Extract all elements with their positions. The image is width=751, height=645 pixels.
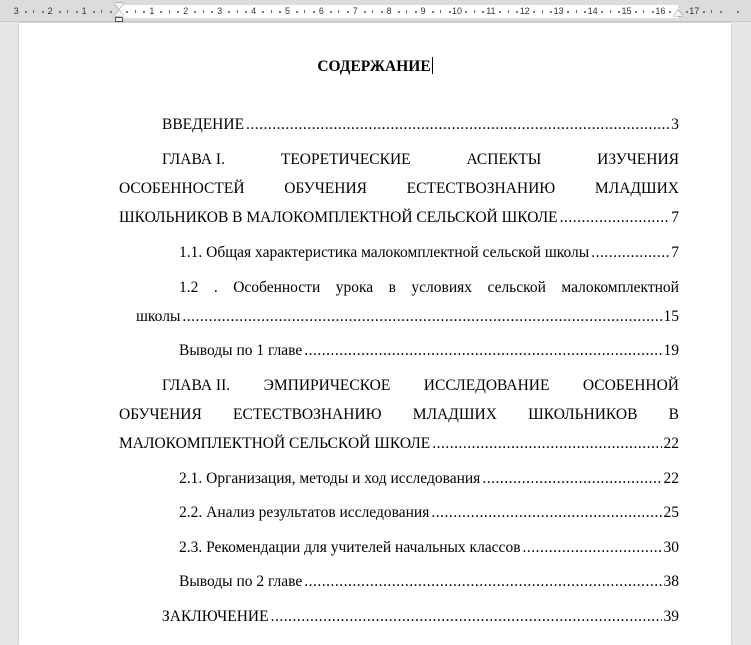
- ruler-number: 7: [352, 6, 358, 16]
- ruler-dot: [737, 11, 739, 13]
- ruler-number: 2: [183, 6, 189, 16]
- toc-word: .: [213, 279, 218, 296]
- ruler-dot: [347, 11, 349, 13]
- ruler-dot: [415, 11, 417, 13]
- ruler-dot: [482, 11, 484, 13]
- toc-entry-chapter2-line2[interactable]: [119, 406, 679, 426]
- toc-word: МЛАДШИХ: [594, 180, 679, 197]
- toc-entry-chapter1-line3[interactable]: [119, 209, 679, 229]
- ruler-dot: [465, 11, 467, 13]
- ruler-tick: [203, 10, 204, 13]
- ruler-tick: [169, 10, 170, 13]
- ruler-tick: [372, 10, 373, 13]
- ruler-tick: [508, 10, 509, 13]
- toc-entry-section-1-2-line2[interactable]: [136, 308, 679, 328]
- toc-entry-chapter1-line2[interactable]: [119, 180, 679, 200]
- toc-leader-dots: [523, 539, 662, 557]
- toc-word: ТЕОРЕТИЧЕСКИЕ: [280, 151, 411, 168]
- ruler-dot: [720, 11, 722, 13]
- ruler-dot: [686, 11, 688, 13]
- toc-word: сельской: [487, 279, 546, 296]
- toc-leader-dots: [246, 116, 669, 134]
- horizontal-ruler[interactable]: [0, 0, 751, 22]
- ruler-dot: [160, 11, 162, 13]
- toc-word: ГЛАВА I.: [162, 151, 225, 168]
- toc-word: малокомплектной: [561, 279, 679, 296]
- toc-word: ШКОЛЬНИКОВ: [528, 406, 638, 423]
- ruler-tick: [542, 10, 543, 13]
- toc-page-number: 15: [663, 308, 679, 325]
- toc-entry-conclusions-1[interactable]: [179, 342, 679, 362]
- ruler-number: 16: [655, 6, 666, 16]
- toc-entry-chapter2-line3[interactable]: [119, 435, 679, 455]
- ruler-dot: [42, 11, 44, 13]
- toc-entry-section-1-2-line1[interactable]: [179, 279, 679, 299]
- ruler-dot: [533, 11, 535, 13]
- toc-entry-label: МАЛОКОМПЛЕКТНОЙ СЕЛЬСКОЙ ШКОЛЕ: [119, 435, 431, 452]
- ruler-dot: [228, 11, 230, 13]
- ruler-tick: [304, 10, 305, 13]
- toc-page-number: 7: [671, 209, 679, 226]
- ruler-tick: [406, 10, 407, 13]
- ruler-dot: [262, 11, 264, 13]
- toc-entry-label: 2.2. Анализ результатов исследования: [179, 504, 430, 521]
- toc-entry-section-2-1[interactable]: [179, 470, 679, 490]
- toc-page-number: 25: [663, 504, 679, 521]
- ruler-tick: [711, 10, 712, 13]
- toc-word: ОСОБЕННОЙ: [582, 377, 679, 394]
- ruler-number: 3: [217, 6, 223, 16]
- ruler-number: 4: [251, 6, 257, 16]
- ruler-dot: [499, 11, 501, 13]
- toc-entry-section-2-3[interactable]: [179, 539, 679, 559]
- toc-entry-conclusions-2[interactable]: [179, 573, 679, 593]
- ruler-dot: [550, 11, 552, 13]
- toc-page-number: 38: [663, 573, 679, 590]
- toc-entry-section-1-1[interactable]: [179, 244, 679, 264]
- ruler-tick: [474, 10, 475, 13]
- ruler-dot: [516, 11, 518, 13]
- toc-page-number: 22: [663, 470, 679, 487]
- toc-entry-conclusion[interactable]: [162, 608, 679, 628]
- title-text: СОДЕРЖАНИЕ: [317, 58, 431, 75]
- toc-leader-dots: [304, 573, 661, 591]
- toc-page-number: 7: [671, 244, 679, 261]
- first-line-indent-marker[interactable]: [114, 3, 124, 9]
- ruler-dot: [143, 11, 145, 13]
- toc-entry-label: 1.1. Общая характеристика малокомплектной сельской школы: [179, 244, 590, 261]
- toc-entry-label: ЗАКЛЮЧЕНИЕ: [162, 608, 269, 625]
- toc-leader-dots: [182, 308, 661, 326]
- ruler-tick: [576, 10, 577, 13]
- ruler-tick: [135, 10, 136, 13]
- toc-word: ГЛАВА II.: [162, 377, 231, 394]
- ruler-dot: [59, 11, 61, 13]
- ruler-dot: [279, 11, 281, 13]
- document-page[interactable]: [19, 23, 731, 645]
- toc-page-number: 3: [671, 116, 679, 133]
- ruler-tick: [440, 10, 441, 13]
- toc-entry-chapter1-line1[interactable]: [162, 151, 679, 171]
- ruler-dot: [364, 11, 366, 13]
- ruler-dot: [110, 11, 112, 13]
- toc-word: АСПЕКТЫ: [466, 151, 542, 168]
- ruler-dot: [330, 11, 332, 13]
- ruler-number: 17: [689, 6, 700, 16]
- ruler-number: 10: [451, 6, 463, 16]
- toc-entry-chapter2-line1[interactable]: [162, 377, 679, 397]
- ruler-dot: [93, 11, 95, 13]
- ruler-dot: [618, 11, 620, 13]
- ruler-tick: [33, 10, 34, 13]
- toc-entry-label: 2.1. Организация, методы и ход исследования: [179, 470, 481, 487]
- toc-word: ОБУЧЕНИЯ: [119, 406, 202, 423]
- ruler-dot: [25, 11, 27, 13]
- ruler-dot: [635, 11, 637, 13]
- ruler-dot: [381, 11, 383, 13]
- toc-word: 1.2: [179, 279, 199, 296]
- toc-word: В: [668, 406, 679, 423]
- toc-entry-label: 2.3. Рекомендации для учителей начальных классов: [179, 539, 521, 556]
- toc-leader-dots: [271, 608, 662, 626]
- toc-entry-label: Выводы по 1 главе: [179, 342, 303, 359]
- page-title: [19, 57, 731, 76]
- toc-word: в: [388, 279, 396, 296]
- toc-word: ИЗУЧЕНИЯ: [597, 151, 679, 168]
- ruler-dot: [296, 11, 298, 13]
- ruler-dot: [449, 11, 451, 13]
- toc-word: условиях: [411, 279, 473, 296]
- ruler-number: 8: [386, 6, 392, 16]
- ruler-tick: [67, 10, 68, 13]
- ruler-number: 14: [587, 6, 598, 16]
- ruler-dot: [194, 11, 196, 13]
- toc-word: ЕСТЕСТВОЗНАНИЮ: [406, 180, 556, 197]
- toc-entry-label: Выводы по 2 главе: [179, 573, 303, 590]
- ruler-number: 2: [47, 6, 53, 16]
- toc-entry-label: школы: [136, 308, 181, 325]
- ruler-tick: [101, 10, 102, 13]
- ruler-number: 12: [519, 6, 530, 16]
- toc-leader-dots: [432, 435, 661, 453]
- toc-leader-dots: [482, 470, 661, 488]
- ruler-dot: [652, 11, 654, 13]
- ruler-tick: [271, 10, 272, 13]
- ruler-dot: [669, 11, 671, 13]
- ruler-dot: [313, 11, 315, 13]
- toc-entry-label: ВВЕДЕНИЕ: [162, 116, 245, 133]
- ruler-number: 9: [420, 6, 426, 16]
- hanging-indent-marker[interactable]: [114, 10, 124, 16]
- ruler-number: 5: [284, 6, 291, 16]
- toc-page-number: 19: [663, 342, 679, 359]
- ruler-dot: [211, 11, 213, 13]
- ruler-dot: [177, 11, 179, 13]
- ruler-number: 3: [13, 6, 19, 16]
- toc-word: урока: [335, 279, 374, 296]
- toc-word: ЕСТЕСТВОЗНАНИЮ: [233, 406, 382, 423]
- ruler-number: 13: [553, 6, 564, 16]
- right-indent-marker[interactable]: [673, 10, 683, 16]
- toc-leader-dots: [304, 342, 661, 360]
- ruler-tick: [237, 10, 238, 13]
- text-cursor: [432, 57, 433, 74]
- ruler-dot: [703, 11, 705, 13]
- ruler-number: 15: [621, 6, 632, 16]
- ruler-dot: [398, 11, 400, 13]
- toc-entry-label: ШКОЛЬНИКОВ В МАЛОКОМПЛЕКТНОЙ СЕЛЬСКОЙ ШКОЛЕ: [119, 209, 558, 226]
- toc-page-number: 30: [663, 539, 679, 556]
- toc-word: МЛАДШИХ: [412, 406, 497, 423]
- ruler-dot: [584, 11, 586, 13]
- ruler-dot: [76, 11, 78, 13]
- toc-word: Особенности: [233, 279, 321, 296]
- ruler-number: 11: [486, 6, 496, 16]
- toc-entry-intro[interactable]: [162, 116, 679, 136]
- ruler-tick: [610, 10, 611, 13]
- ruler-number: 1: [149, 6, 155, 16]
- left-indent-marker[interactable]: [115, 17, 123, 22]
- toc-leader-dots: [560, 209, 670, 227]
- ruler-tick: [643, 10, 644, 13]
- ruler-number: 6: [318, 6, 324, 16]
- ruler-dot: [601, 11, 603, 13]
- toc-page-number: 22: [663, 435, 679, 452]
- toc-entry-section-2-2[interactable]: [179, 504, 679, 524]
- toc-page-number: 39: [663, 608, 679, 625]
- ruler-dot: [432, 11, 434, 13]
- ruler-dot: [567, 11, 569, 13]
- toc-word: ИССЛЕДОВАНИЕ: [423, 377, 550, 394]
- ruler-dot: [126, 11, 128, 13]
- ruler-tick: [338, 10, 339, 13]
- toc-word: ОСОБЕННОСТЕЙ: [119, 180, 245, 197]
- ruler-number: 1: [81, 6, 87, 16]
- toc-word: ЭМПИРИЧЕСКОЕ: [263, 377, 391, 394]
- toc-word: ОБУЧЕНИЯ: [284, 180, 367, 197]
- toc-leader-dots: [431, 504, 661, 522]
- ruler-dot: [245, 11, 247, 13]
- toc-leader-dots: [591, 244, 669, 262]
